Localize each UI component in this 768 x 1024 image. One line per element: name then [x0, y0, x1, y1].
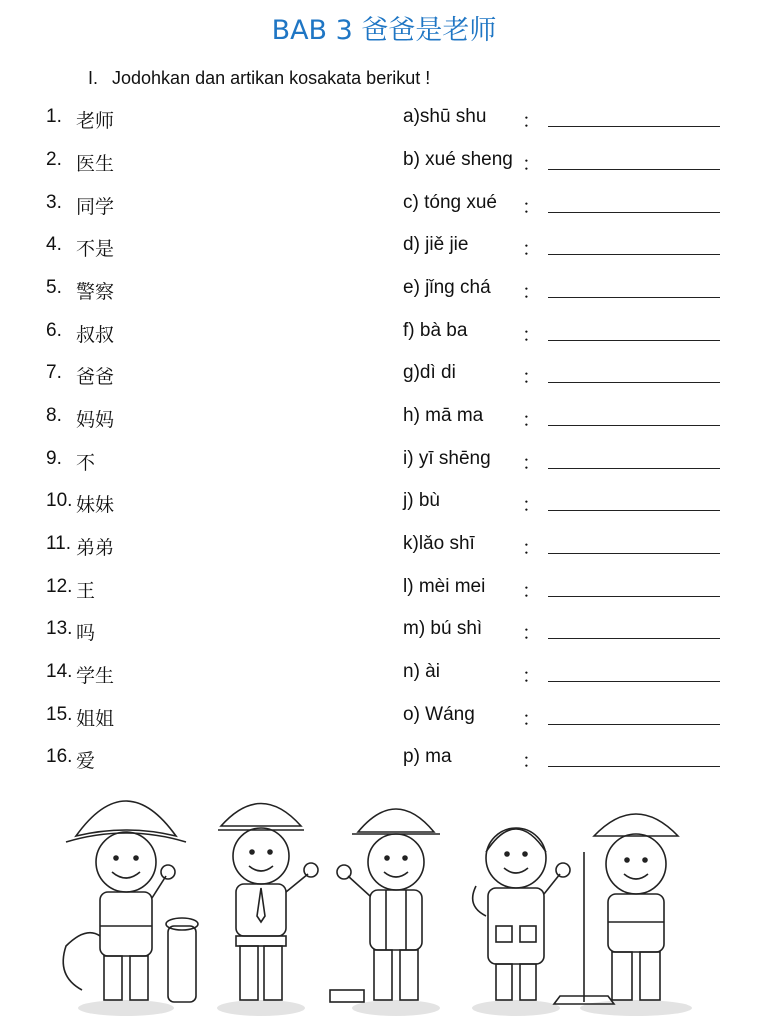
hanzi-word: 不是 [76, 238, 115, 260]
answer-blank[interactable] [548, 553, 720, 554]
vocab-row [0, 490, 768, 530]
colon: ： [522, 709, 542, 730]
answer-blank[interactable] [548, 766, 720, 767]
vocab-row [0, 234, 768, 274]
workers-illustration [46, 776, 722, 1020]
vocab-row [0, 362, 768, 402]
colon: ： [522, 410, 542, 431]
hanzi-word: 妹妹 [76, 494, 115, 516]
hanzi-word: 警察 [76, 281, 115, 303]
item-number: 7. [46, 362, 62, 383]
item-number: 1. [46, 106, 62, 127]
item-number: 8. [46, 405, 62, 426]
hanzi-word: 妈妈 [76, 409, 115, 431]
hanzi-word: 叔叔 [76, 324, 115, 346]
pinyin-option: n) ài [403, 661, 440, 682]
answer-blank[interactable] [548, 425, 720, 426]
vocab-row [0, 192, 768, 232]
colon: ： [522, 367, 542, 388]
hanzi-word: 学生 [76, 665, 115, 687]
pinyin-option: c) tóng xué [403, 192, 497, 213]
vocab-row [0, 704, 768, 744]
hanzi-word: 王 [76, 580, 96, 602]
colon: ： [522, 751, 542, 772]
colon: ： [522, 623, 542, 644]
answer-blank[interactable] [548, 724, 720, 725]
pinyin-option: k)lǎo shī [403, 533, 475, 554]
item-number: 15. [46, 704, 73, 725]
hanzi-word: 同学 [76, 196, 115, 218]
pinyin-option: j) bù [403, 490, 440, 511]
instruction-number: I. [88, 68, 99, 88]
item-number: 11. [46, 533, 72, 554]
vocab-row [0, 661, 768, 701]
colon: ： [522, 154, 542, 175]
hanzi-word: 医生 [76, 153, 115, 175]
hanzi-word: 姐姐 [76, 708, 115, 730]
item-number: 4. [46, 234, 62, 255]
item-number: 9. [46, 448, 62, 469]
vocab-row [0, 533, 768, 573]
item-number: 14. [46, 661, 73, 682]
pinyin-option: b) xué sheng [403, 149, 513, 170]
colon: ： [522, 282, 542, 303]
pinyin-option: f) bà ba [403, 320, 468, 341]
pinyin-option: i) yī shēng [403, 448, 491, 469]
firefighter-figure [63, 801, 198, 1002]
item-number: 16. [46, 746, 73, 767]
colon: ： [522, 111, 542, 132]
page-title: BAB 3 爸爸是老师 [271, 15, 497, 46]
construction-worker-figure [330, 809, 440, 1002]
answer-blank[interactable] [548, 340, 720, 341]
colon: ： [522, 325, 542, 346]
pinyin-option: g)dì di [403, 362, 456, 383]
pinyin-option: l) mèi mei [403, 576, 486, 597]
colon: ： [522, 581, 542, 602]
vocab-row [0, 320, 768, 360]
answer-blank[interactable] [548, 126, 720, 127]
sweeper-figure [554, 814, 678, 1004]
item-number: 12. [46, 576, 73, 597]
colon: ： [522, 197, 542, 218]
pinyin-option: d) jiě jie [403, 234, 469, 255]
item-number: 3. [46, 192, 62, 213]
vocab-row [0, 277, 768, 317]
pinyin-option: h) mā ma [403, 405, 484, 426]
pinyin-option: p) ma [403, 746, 452, 767]
hanzi-word: 弟弟 [76, 537, 115, 559]
hanzi-word: 不 [76, 452, 96, 474]
item-number: 5. [46, 277, 62, 298]
vocab-row [0, 448, 768, 488]
answer-blank[interactable] [548, 468, 720, 469]
hanzi-word: 老师 [76, 110, 115, 132]
answer-blank[interactable] [548, 169, 720, 170]
answer-blank[interactable] [548, 212, 720, 213]
colon: ： [522, 538, 542, 559]
answer-blank[interactable] [548, 596, 720, 597]
colon: ： [522, 239, 542, 260]
colon: ： [522, 666, 542, 687]
instruction [88, 68, 430, 89]
colon: ： [522, 453, 542, 474]
instruction-text: Jodohkan dan artikan kosakata berikut ! [112, 68, 431, 88]
hanzi-word: 爸爸 [76, 366, 115, 388]
vocab-row [0, 576, 768, 616]
pinyin-option: m) bú shì [403, 618, 483, 639]
item-number: 10. [46, 490, 73, 511]
answer-blank[interactable] [548, 382, 720, 383]
answer-blank[interactable] [548, 297, 720, 298]
vocab-row [0, 149, 768, 189]
police-figure [218, 804, 318, 1001]
item-number: 13. [46, 618, 73, 639]
colon: ： [522, 495, 542, 516]
answer-blank[interactable] [548, 510, 720, 511]
item-number: 6. [46, 320, 62, 341]
answer-blank[interactable] [548, 681, 720, 682]
pinyin-option: e) jǐng chá [403, 277, 491, 298]
hanzi-word: 爱 [76, 750, 96, 772]
pinyin-option: o) Wáng [403, 704, 475, 725]
doctor-figure [473, 828, 570, 1000]
answer-blank[interactable] [548, 638, 720, 639]
vocab-row [0, 618, 768, 658]
vocab-row [0, 405, 768, 445]
vocab-row [0, 106, 768, 146]
item-number: 2. [46, 149, 62, 170]
hanzi-word: 吗 [76, 622, 96, 644]
pinyin-option: a)shū shu [403, 106, 487, 127]
answer-blank[interactable] [548, 254, 720, 255]
